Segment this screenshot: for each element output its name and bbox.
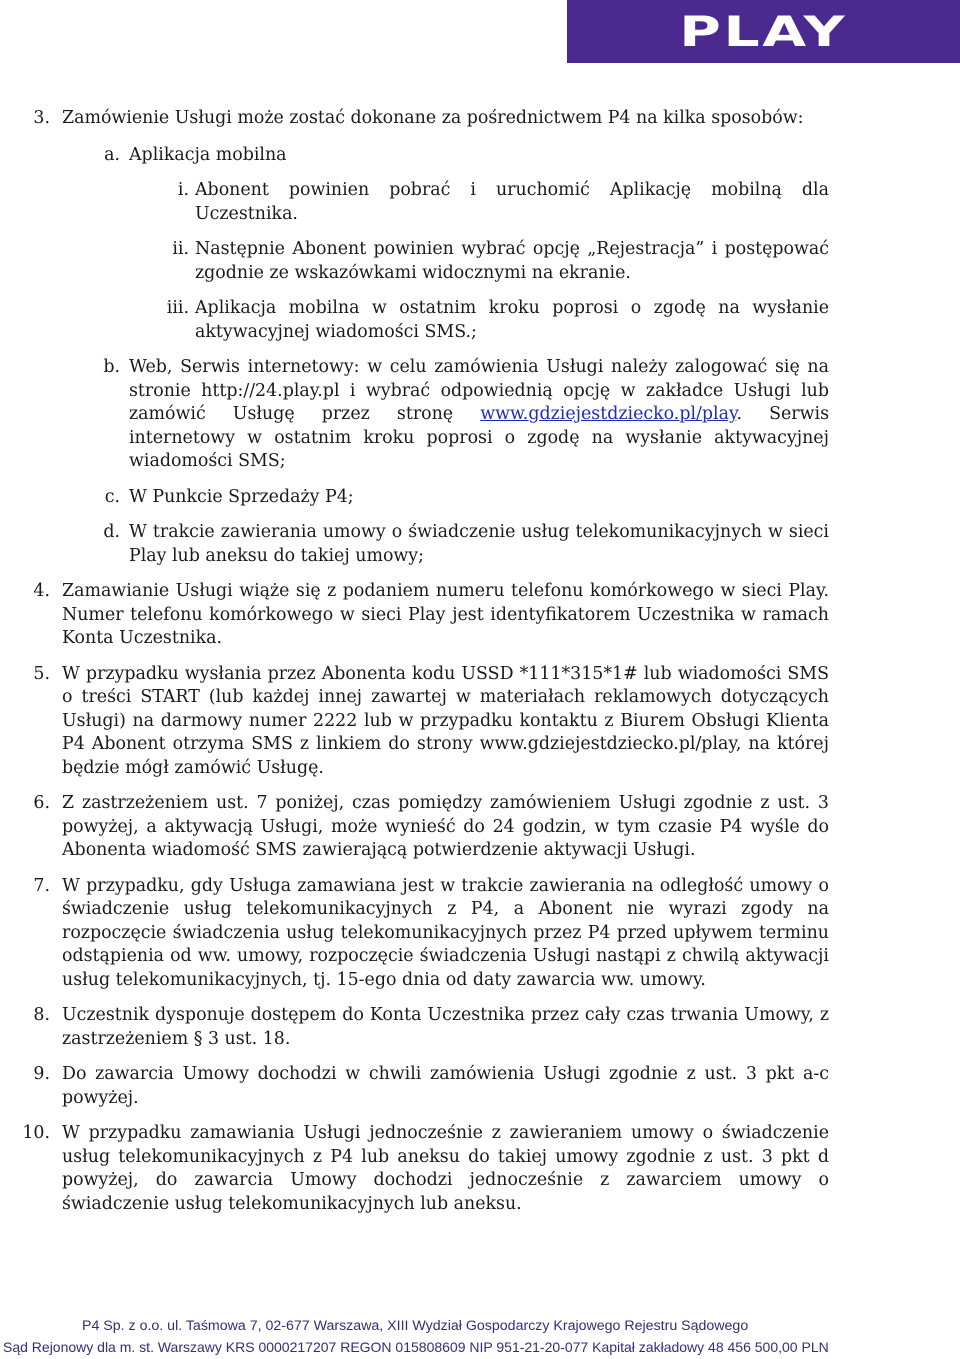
list-item-9 <box>0 1063 829 1110</box>
list-item-5 <box>0 663 829 781</box>
item-number: ii. <box>172 239 189 259</box>
logo-text: PLAY <box>679 7 848 56</box>
item-number: 9. <box>33 1064 50 1084</box>
item-number: 7. <box>33 875 50 896</box>
item-text: Web, Serwis internetowy: w celu zamówienia Usługi należy zalogować się na stronie http://24.play.pl i wybrać odpowiednią opcję w zakładce Usługi lub zamówić Usługę przez stronę <box>129 357 829 424</box>
list-item-3d <box>0 521 829 568</box>
footer-line-1: P4 Sp. z o.o. ul. Taśmowa 7, 02-677 Warszawa, XIII Wydział Gospodarczy Krajowego Rejestru Sądowego <box>82 1318 749 1334</box>
item-text: Następnie Abonent powinien wybrać opcję „Rejestracja” i postępować zgodnie ze wskazówkami widocznymi na ekranie. <box>195 239 829 283</box>
item-number: 5. <box>33 663 50 684</box>
item-text: Uczestnik dysponuje dostępem do Konta Uczestnika przez cały czas trwania Umowy, z zastrzeżeniem § 3 ust. 18. <box>62 1005 829 1049</box>
list-item-3c <box>0 486 829 510</box>
list-item-4 <box>0 580 829 651</box>
item-number: 8. <box>33 1005 50 1025</box>
list-item-3a <box>0 144 829 168</box>
item-text: Zamówienie Usługi może zostać dokonane za pośrednictwem P4 na kilka sposobów: <box>62 108 804 128</box>
item-text: W Punkcie Sprzedaży P4; <box>129 486 354 507</box>
footer-line-2: Sąd Rejonowy dla m. st. Warszawy KRS 0000217207 REGON 015808609 NIP 951-21-20-077 Kapitał zakładowy 48 456 500,00 PLN <box>3 1339 829 1355</box>
list-item-7 <box>0 875 829 993</box>
item-number: 6. <box>33 793 50 813</box>
list-item-3 <box>0 107 829 131</box>
list-item-8 <box>0 1004 829 1051</box>
item-number: d. <box>103 522 120 542</box>
item-text: Zamawianie Usługi wiąże się z podaniem numeru telefonu komórkowego w sieci Play. Numer telefonu komórkowego w sieci Play jest identyfikatorem Uczestnika w ramach Konta Uczestnika. <box>62 581 829 648</box>
item-number: iii. <box>166 298 189 318</box>
item-text: Aplikacja mobilna <box>129 144 287 165</box>
item-text: Abonent powinien pobrać i uruchomić Aplikację mobilną dla Uczestnika. <box>195 180 829 224</box>
item-text-continued: . Serwis internetowy w ostatnim kroku poprosi o zgodę na wysłanie aktywacyjnej wiadomości SMS; <box>129 404 829 471</box>
list-item-3a-iii <box>0 297 829 344</box>
item-number: a. <box>104 144 120 165</box>
item-number: 10. <box>22 1123 50 1143</box>
item-text: W przypadku wysłania przez Abonenta kodu USSD *111*315*1# lub wiadomości SMS o treści START (lub każdej innej zawartej w materiałach reklamowych dotyczących Usługi) na darmowy numer 2222 lub w przypadku kontaktu z Biurem Obsługi Klienta P4 Abonent otrzyma SMS z linkiem do strony www.gdziejestdziecko.pl/play, na której będzie mógł zamówić Usługę. <box>62 663 829 778</box>
item-text: W przypadku, gdy Usługa zamawiana jest w trakcie zawierania na odległość umowy o świadczenie usług telekomunikacyjnych z P4, a Abonent nie wyrazi zgody na rozpoczęcie świadczenia usług telekomunikacyjnych przez P4 przed upływem terminu odstąpienia od ww. umowy, rozpoczęcie świadczenia Usługi nastąpi z chwilą aktywacji usług telekomunikacyjnych, tj. 15-ego dnia od daty zawarcia ww. umowy. <box>62 875 829 990</box>
item-text: W przypadku zamawiania Usługi jednocześnie z zawieraniem umowy o świadczenie usług telekomunikacyjnych z P4 lub aneksu do takiej umowy zgodnie z ust. 3 pkt d powyżej, do zawarcia Umowy dochodzi jednocześnie z zawarciem umowy o świadczenie usług telekomunikacyjnych lub aneksu. <box>62 1123 829 1214</box>
item-text: Z zastrzeżeniem ust. 7 poniżej, czas pomiędzy zamówieniem Usługi zgodnie z ust. 3 powyżej, a aktywacją Usługi, może wynieść do 24 godzin, w tym czasie P4 wyśle do Abonenta wiadomość SMS zawierającą potwierdzenie aktywacji Usługi. <box>62 793 829 860</box>
item-number: i. <box>177 180 189 200</box>
list-item-10 <box>0 1122 829 1216</box>
list-item-3a-ii <box>0 238 829 285</box>
list-item-3a-i <box>0 179 829 226</box>
item-text: Do zawarcia Umowy dochodzi w chwili zamówienia Usługi zgodnie z ust. 3 pkt a-c powyżej. <box>62 1064 829 1108</box>
list-item-6 <box>0 792 829 863</box>
item-number: 3. <box>33 108 50 128</box>
gdziejestdziecko-link[interactable]: www.gdziejestdziecko.pl/play <box>480 404 737 424</box>
item-text: Aplikacja mobilna w ostatnim kroku poprosi o zgodę na wysłanie aktywacyjnej wiadomości SMS.; <box>195 298 829 342</box>
document-body <box>0 107 960 1216</box>
item-number: b. <box>103 357 120 377</box>
item-number: 4. <box>33 581 50 601</box>
item-text: W trakcie zawierania umowy o świadczenie usług telekomunikacyjnych w sieci Play lub aneksu do takiej umowy; <box>129 522 829 566</box>
play-logo <box>567 0 960 63</box>
item-number: c. <box>104 486 120 507</box>
list-item-3b <box>0 356 829 474</box>
